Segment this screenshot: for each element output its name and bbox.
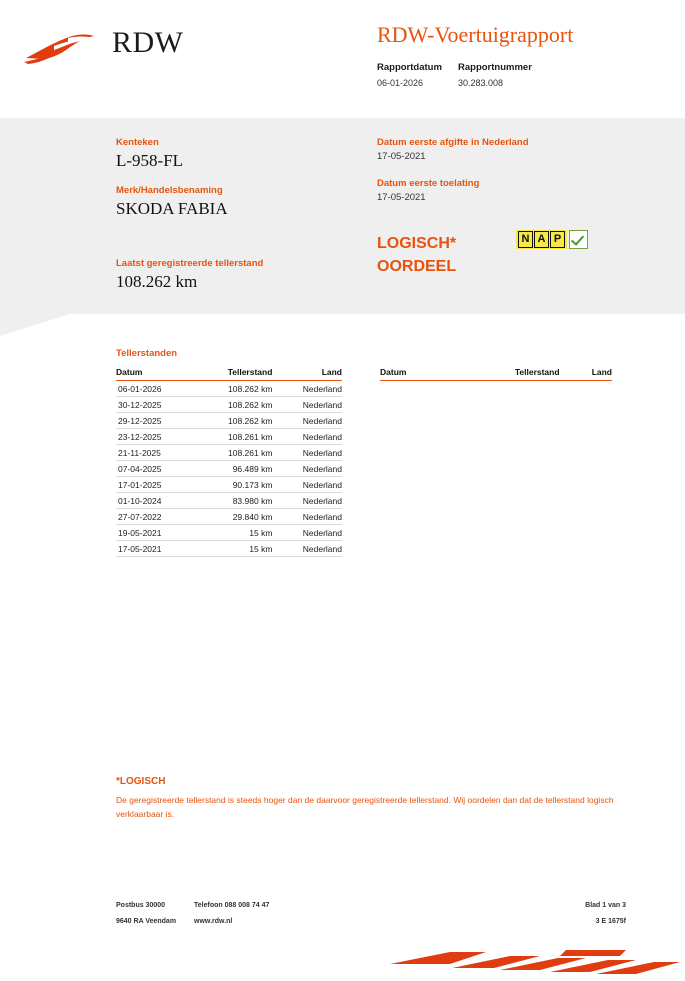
table-row bbox=[116, 429, 342, 445]
report-date-label: Rapportdatum bbox=[377, 62, 442, 73]
rdw-swoosh-logo-icon bbox=[24, 32, 96, 66]
report-number-value: 30.283.008 bbox=[458, 78, 504, 88]
footer-doc-code: 3 E 1675f bbox=[595, 918, 626, 925]
table-row bbox=[116, 525, 342, 541]
footer-address-line2: 9640 RA Veendam bbox=[116, 918, 177, 925]
cell-tellerstand: 90.173 km bbox=[196, 477, 278, 493]
latest-mileage-block bbox=[116, 258, 366, 306]
report-title: RDW-Voertuigrapport bbox=[377, 22, 574, 47]
cell-tellerstand: 15 km bbox=[196, 525, 278, 541]
table-row bbox=[116, 413, 342, 429]
registration-dates-block bbox=[377, 137, 637, 219]
page-footer bbox=[116, 902, 626, 934]
nap-letter-p: P bbox=[550, 231, 565, 248]
cell-datum: 01-10-2024 bbox=[116, 493, 196, 509]
verdict-line-1: LOGISCH* bbox=[377, 235, 457, 252]
first-admission-label: Datum eerste toelating bbox=[377, 178, 480, 189]
cell-land: Nederland bbox=[278, 541, 342, 557]
cell-tellerstand: 83.980 km bbox=[196, 493, 278, 509]
cell-land: Nederland bbox=[278, 525, 342, 541]
brand-name: RDW bbox=[112, 26, 184, 59]
footer-website[interactable]: www.rdw.nl bbox=[194, 918, 233, 925]
cell-land: Nederland bbox=[278, 461, 342, 477]
column-header-land-2: Land bbox=[566, 365, 612, 381]
first-admission-value: 17-05-2021 bbox=[377, 192, 426, 203]
column-header-datum: Datum bbox=[116, 365, 196, 381]
cell-datum: 30-12-2025 bbox=[116, 397, 196, 413]
table-header-row bbox=[116, 365, 342, 381]
licence-value: L-958-FL bbox=[116, 151, 184, 170]
report-number-label: Rapportnummer bbox=[458, 62, 532, 73]
cell-tellerstand: 15 km bbox=[196, 541, 278, 557]
table-row bbox=[116, 541, 342, 557]
nap-letters bbox=[516, 230, 567, 249]
cell-datum: 21-11-2025 bbox=[116, 445, 196, 461]
cell-tellerstand: 29.840 km bbox=[196, 509, 278, 525]
table-row bbox=[116, 509, 342, 525]
report-date-value: 06-01-2026 bbox=[377, 78, 424, 88]
band-notch-decoration bbox=[0, 314, 70, 336]
cell-datum: 17-05-2021 bbox=[116, 541, 196, 557]
cell-datum: 29-12-2025 bbox=[116, 413, 196, 429]
cell-datum: 17-01-2025 bbox=[116, 477, 196, 493]
footnote-title: *LOGISCH bbox=[116, 776, 166, 787]
column-header-tellerstand: Tellerstand bbox=[196, 365, 278, 381]
cell-tellerstand: 108.262 km bbox=[196, 381, 278, 397]
table-row bbox=[116, 493, 342, 509]
cell-datum: 27-07-2022 bbox=[116, 509, 196, 525]
cell-tellerstand: 108.261 km bbox=[196, 429, 278, 445]
verdict-line-2: OORDEEL bbox=[377, 258, 457, 276]
cell-tellerstand: 108.262 km bbox=[196, 413, 278, 429]
rdw-logo bbox=[24, 14, 224, 70]
odometer-table-right bbox=[380, 365, 612, 381]
footer-swoosh-decoration-icon bbox=[390, 948, 680, 976]
column-header-datum-2: Datum bbox=[380, 365, 450, 381]
make-value: SKODA FABIA bbox=[116, 199, 228, 218]
odometer-section-title: Tellerstanden bbox=[116, 348, 178, 359]
cell-land: Nederland bbox=[278, 493, 342, 509]
cell-tellerstand: 108.261 km bbox=[196, 445, 278, 461]
cell-land: Nederland bbox=[278, 381, 342, 397]
licence-label: Kenteken bbox=[116, 137, 159, 148]
cell-datum: 07-04-2025 bbox=[116, 461, 196, 477]
nap-badge bbox=[516, 230, 588, 249]
table-row bbox=[116, 445, 342, 461]
table-row bbox=[116, 397, 342, 413]
mileage-label: Laatst geregistreerde tellerstand bbox=[116, 258, 264, 269]
first-issue-value: 17-05-2021 bbox=[377, 151, 426, 162]
cell-land: Nederland bbox=[278, 445, 342, 461]
footer-page-info: Blad 1 van 3 bbox=[585, 902, 626, 909]
cell-datum: 06-01-2026 bbox=[116, 381, 196, 397]
cell-land: Nederland bbox=[278, 509, 342, 525]
footnote-body: De geregistreerde tellerstand is steeds hoger dan de daarvoor geregistreerde tellerstand. Wij oordelen dan dat de tellerstand logisch verklaarbaar is. bbox=[116, 795, 614, 820]
table-header-row bbox=[380, 365, 612, 381]
nap-letter-n: N bbox=[518, 231, 533, 248]
cell-land: Nederland bbox=[278, 477, 342, 493]
footnote-block bbox=[116, 776, 626, 821]
table-row bbox=[116, 477, 342, 493]
table-row bbox=[116, 461, 342, 477]
cell-tellerstand: 96.489 km bbox=[196, 461, 278, 477]
footer-phone: Telefoon 088 008 74 47 bbox=[194, 902, 270, 909]
odometer-table-left bbox=[116, 365, 342, 557]
verdict-text bbox=[377, 232, 456, 278]
nap-letter-a: A bbox=[534, 231, 549, 248]
cell-land: Nederland bbox=[278, 413, 342, 429]
cell-land: Nederland bbox=[278, 397, 342, 413]
table-row bbox=[116, 381, 342, 397]
make-label: Merk/Handelsbenaming bbox=[116, 185, 223, 196]
cell-land: Nederland bbox=[278, 429, 342, 445]
cell-datum: 19-05-2021 bbox=[116, 525, 196, 541]
footer-address-line1: Postbus 30000 bbox=[116, 902, 166, 909]
column-header-tellerstand-2: Tellerstand bbox=[450, 365, 566, 381]
vehicle-identity-block bbox=[116, 137, 356, 233]
cell-datum: 23-12-2025 bbox=[116, 429, 196, 445]
first-issue-label: Datum eerste afgifte in Nederland bbox=[377, 137, 529, 148]
column-header-land: Land bbox=[278, 365, 342, 381]
cell-tellerstand: 108.262 km bbox=[196, 397, 278, 413]
green-check-icon bbox=[569, 230, 588, 249]
mileage-value: 108.262 km bbox=[116, 272, 198, 291]
report-header bbox=[0, 0, 685, 118]
report-meta bbox=[377, 62, 578, 88]
